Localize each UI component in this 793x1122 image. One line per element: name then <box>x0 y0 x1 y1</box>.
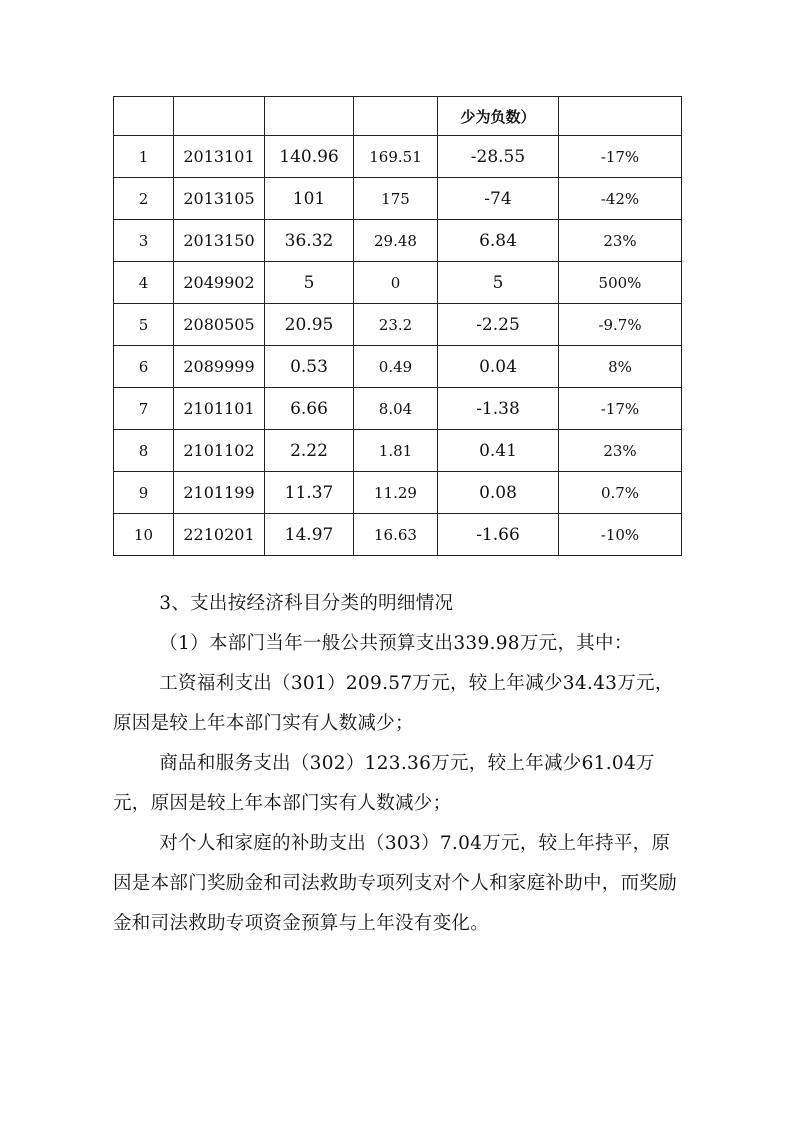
cell-no: 9 <box>114 472 174 514</box>
cell-code: 2089999 <box>174 346 265 388</box>
table-row <box>114 262 682 304</box>
cell-previous-year: 16.63 <box>354 514 438 556</box>
cell-percent: -17% <box>559 388 682 430</box>
cell-no: 3 <box>114 220 174 262</box>
paragraph-total: （1）本部门当年一般公共预算支出339.98万元，其中： <box>159 633 633 654</box>
paragraph-goods-services: 商品和服务支出（302）123.36万元，较上年减少61.04万元，原因是较上年本部门实有人数减少； <box>113 753 655 814</box>
cell-no: 6 <box>114 346 174 388</box>
cell-percent: 23% <box>559 220 682 262</box>
cell-no: 8 <box>114 430 174 472</box>
cell-percent: 500% <box>559 262 682 304</box>
cell-current-year: 2.22 <box>265 430 354 472</box>
cell-code: 2210201 <box>174 514 265 556</box>
table-header-row <box>114 97 682 136</box>
cell-percent: 8% <box>559 346 682 388</box>
cell-previous-year: 23.2 <box>354 304 438 346</box>
cell-code: 2101101 <box>174 388 265 430</box>
cell-percent: 0.7% <box>559 472 682 514</box>
header-cell-diff <box>438 97 559 136</box>
paragraph-salary: 工资福利支出（301）209.57万元，较上年减少34.43万元，原因是较上年本部门实有人数减少； <box>113 673 674 734</box>
table-row <box>114 388 682 430</box>
table-row <box>114 514 682 556</box>
cell-code: 2013105 <box>174 178 265 220</box>
cell-code: 2049902 <box>174 262 265 304</box>
cell-code: 2080505 <box>174 304 265 346</box>
cell-code: 2013150 <box>174 220 265 262</box>
cell-previous-year: 0 <box>354 262 438 304</box>
cell-current-year: 101 <box>265 178 354 220</box>
table-row <box>114 472 682 514</box>
cell-code: 2013101 <box>174 136 265 178</box>
header-note: 少为负数） <box>460 107 536 126</box>
table-row <box>114 304 682 346</box>
cell-current-year: 6.66 <box>265 388 354 430</box>
cell-percent: -42% <box>559 178 682 220</box>
cell-difference: -2.25 <box>438 304 559 346</box>
cell-current-year: 140.96 <box>265 136 354 178</box>
cell-difference: 0.08 <box>438 472 559 514</box>
cell-current-year: 20.95 <box>265 304 354 346</box>
cell-percent: -17% <box>559 136 682 178</box>
cell-no: 2 <box>114 178 174 220</box>
expenditure-table <box>113 96 682 556</box>
header-cell-code <box>174 97 265 136</box>
table-row <box>114 136 682 178</box>
table-row <box>114 430 682 472</box>
cell-previous-year: 11.29 <box>354 472 438 514</box>
cell-no: 5 <box>114 304 174 346</box>
cell-no: 10 <box>114 514 174 556</box>
cell-difference: -1.38 <box>438 388 559 430</box>
cell-no: 7 <box>114 388 174 430</box>
header-cell-current <box>265 97 354 136</box>
cell-difference: -28.55 <box>438 136 559 178</box>
cell-no: 1 <box>114 136 174 178</box>
cell-difference: 0.41 <box>438 430 559 472</box>
cell-current-year: 5 <box>265 262 354 304</box>
cell-previous-year: 1.81 <box>354 430 438 472</box>
cell-percent: 23% <box>559 430 682 472</box>
cell-difference: 6.84 <box>438 220 559 262</box>
cell-current-year: 0.53 <box>265 346 354 388</box>
cell-previous-year: 169.51 <box>354 136 438 178</box>
cell-code: 2101199 <box>174 472 265 514</box>
cell-code: 2101102 <box>174 430 265 472</box>
cell-previous-year: 175 <box>354 178 438 220</box>
cell-current-year: 36.32 <box>265 220 354 262</box>
cell-percent: -10% <box>559 514 682 556</box>
header-cell-no <box>114 97 174 136</box>
cell-no: 4 <box>114 262 174 304</box>
cell-previous-year: 8.04 <box>354 388 438 430</box>
cell-difference: 5 <box>438 262 559 304</box>
paragraph-subsidies: 对个人和家庭的补助支出（303）7.04万元，较上年持平，原因是本部门奖励金和司法救助专项列支对个人和家庭补助中，而奖励金和司法救助专项资金预算与上年没有变化。 <box>113 833 678 934</box>
cell-current-year: 14.97 <box>265 514 354 556</box>
section-heading: 3、支出按经济科目分类的明细情况 <box>159 593 454 614</box>
header-cell-pct <box>559 97 682 136</box>
table-row <box>114 220 682 262</box>
cell-previous-year: 0.49 <box>354 346 438 388</box>
cell-percent: -9.7% <box>559 304 682 346</box>
cell-difference: 0.04 <box>438 346 559 388</box>
table-row <box>114 178 682 220</box>
cell-difference: -1.66 <box>438 514 559 556</box>
cell-difference: -74 <box>438 178 559 220</box>
cell-current-year: 11.37 <box>265 472 354 514</box>
body-text <box>113 584 683 944</box>
header-cell-previous <box>354 97 438 136</box>
cell-previous-year: 29.48 <box>354 220 438 262</box>
table-row <box>114 346 682 388</box>
